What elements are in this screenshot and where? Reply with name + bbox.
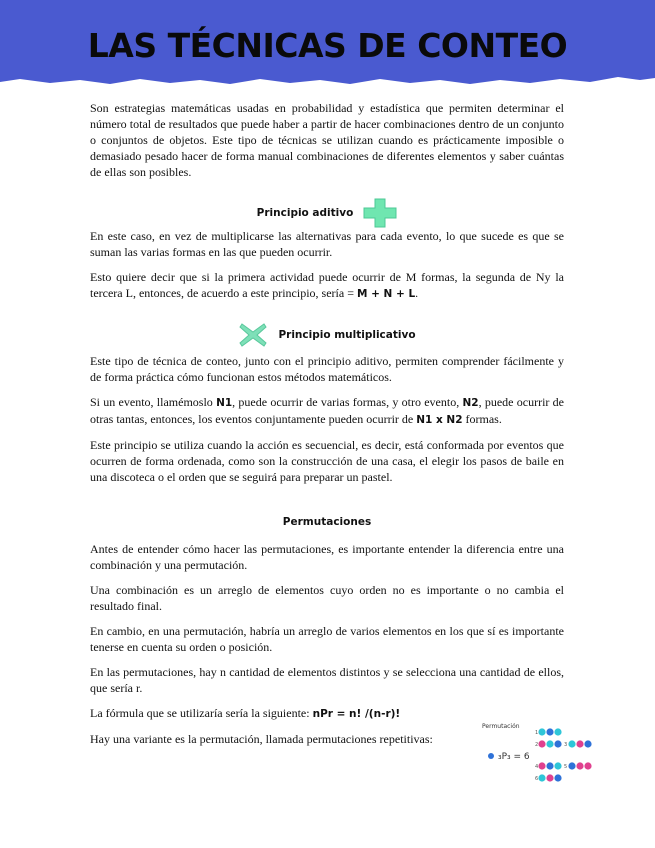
perm-p5-text: La fórmula que se utilizaría sería la siguiente: [90, 706, 313, 720]
permutaciones-paragraph-4: En las permutaciones, hay n cantidad de elementos distintos y se selecciona una cantidad de ellos, que sería r. [90, 665, 564, 695]
section-multiplicativo-heading [90, 320, 564, 350]
figure-number-4: 4 [535, 764, 539, 770]
n1-label: N1 [216, 397, 233, 409]
title-banner [0, 0, 655, 92]
aditivo-paragraph-2 [90, 269, 564, 302]
figure-formula: ₃P₃ = 6 [498, 752, 530, 762]
n2-label: N2 [462, 397, 479, 409]
dot [546, 740, 553, 747]
aditivo-p2-end: . [415, 286, 419, 300]
dot [546, 774, 553, 781]
n1xn2-label: N1 x N2 [416, 414, 463, 426]
mult-p2-a: Si un evento, llamémoslo [90, 395, 217, 409]
dot [554, 762, 561, 769]
figure-number-2: 2 [535, 742, 539, 748]
permutation-formula: nPr = n! /(n-r)! [312, 708, 401, 720]
dot [554, 774, 561, 781]
permutaciones-paragraph-1: Antes de entender cómo hacer las permutaciones, es importante entender la diferencia entre una combinación y una permutación. [90, 542, 564, 572]
dot [538, 762, 545, 769]
section-permutaciones-heading [90, 507, 564, 537]
intro-paragraph: Son estrategias matemáticas usadas en probabilidad y estadística que permiten determinar el número total de resultados que puede haber a partir de hacer combinaciones dentro de un conjunto o conjuntos de objetos. Este tipo de técnicas se utilizan cuando es prácticamente imposible o demasiado pesado hacer de forma manual combinaciones de diferentes elementos y saber cuántas de ellas son posibles. [90, 101, 564, 179]
mult-p2-b: , puede ocurrir de varias formas, y otro evento, [232, 395, 463, 409]
figure-number-6: 6 [535, 776, 539, 782]
permutation-diagram [478, 718, 618, 788]
mult-p2-c: , puede ocurrir de otras tantas, entonces, los eventos conjuntamente pueden ocurrir de [90, 395, 564, 426]
multiplicativo-heading: Principio multiplicativo [278, 329, 416, 341]
dot [546, 728, 553, 735]
multiply-icon [238, 321, 268, 349]
permutaciones-heading: Permutaciones [282, 516, 372, 528]
figure-number-3: 3 [564, 742, 568, 748]
dot [538, 740, 545, 747]
multiplicativo-paragraph-1: Este tipo de técnica de conteo, junto con el principio aditivo, permiten comprender fácilmente y de forma práctica cómo funcionan estos métodos matemáticos. [90, 354, 564, 384]
document-body [90, 100, 564, 756]
dot [576, 762, 583, 769]
dot [554, 728, 561, 735]
dot [546, 762, 553, 769]
permutaciones-paragraph-2: Una combinación es un arreglo de elementos cuyo orden no es importante o no cambia el resultado final. [90, 583, 564, 613]
dot [584, 762, 591, 769]
dot [538, 728, 545, 735]
multiplicativo-paragraph-3: Este principio se utiliza cuando la acción es secuencial, es decir, está conformada por eventos que ocurren de forma ordenada, como son la construcción de una casa, el elegir los pasos de baile en una discoteca o el orden que se seguirá para preparar un pastel. [90, 438, 564, 484]
figure-number-5: 5 [564, 764, 568, 770]
aditivo-paragraph-1: En este caso, en vez de multiplicarse las alternativas para cada evento, lo que sucede es que se suman las varias formas en las que pueden ocurrir. [90, 229, 564, 259]
dot [554, 740, 561, 747]
dot [568, 762, 575, 769]
multiplicativo-paragraph-2 [90, 394, 564, 428]
permutation-figure [478, 718, 618, 788]
figure-number-1: 1 [535, 730, 539, 736]
dot [584, 740, 591, 747]
section-aditivo-heading [90, 198, 564, 228]
figure-label: Permutación [482, 723, 520, 730]
aditivo-formula: M + N + L [356, 288, 416, 300]
aditivo-heading: Principio aditivo [256, 207, 354, 219]
dot [576, 740, 583, 747]
small-blue-dot [488, 753, 494, 759]
page-title: LAS TÉCNICAS DE CONTEO [87, 26, 568, 65]
permutaciones-paragraph-6: Hay una variante es la permutación, llamada permutaciones repetitivas: [90, 732, 433, 746]
aditivo-p2-text: Esto quiere decir que si la primera actividad puede ocurrir de M formas, la segunda de Ny la tercera L, entonces, de acuerdo a este principio, sería = [90, 270, 564, 300]
permutaciones-paragraph-3: En cambio, en una permutación, habría un arreglo de varios elementos en los que sí es importante tenerse en cuenta su orden o posición. [90, 624, 564, 654]
mult-p2-d: formas. [462, 412, 502, 426]
dot [538, 774, 545, 781]
plus-icon [363, 198, 397, 228]
dot [568, 740, 575, 747]
